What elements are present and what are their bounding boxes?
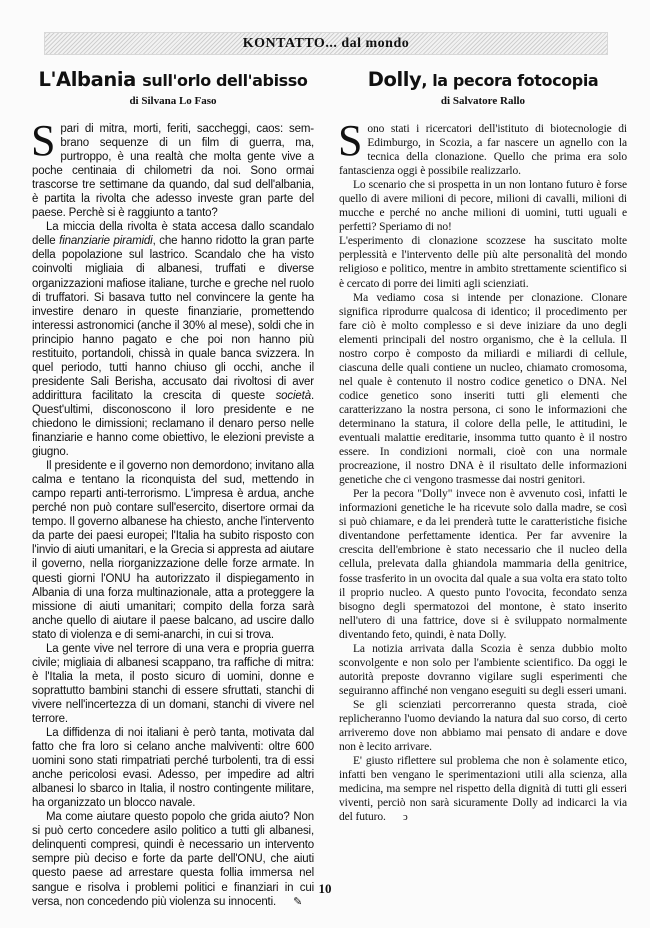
drop-cap: S	[338, 116, 363, 165]
paragraph: Se gli scienziati percorreranno questa strada, cioè replicheranno l'uomo deviando la natura dal suo corso, di certo arriveremo dove non abbiamo mai pensato di andare e dove non è lecito arrivare.	[339, 698, 627, 754]
pen-icon: ✎	[293, 895, 303, 908]
byline: di Silvana Lo Faso	[129, 95, 217, 107]
paragraph: Il presidente e il governo non demordono; invitano alla calma e tentano la riconquista del sud, mettendo in campo reparti anti-terrorismo. L'impresa è ardua, anche perché non può contare sull'esercito, disertore ormai da tempo. Il governo albanese ha chiesto, anche l'intervento da parte dei paesi europei; l'Italia ha subito risposto con l'invio di aiuti umanitari, e la Grecia si appresta ad aiutare il governo, nella riorganizzazione delle forze armate. In questi giorni l'ONU ha autorizzato il dispiegamento in Albania di una forza multinazionale, atta a proteggere la missione di aiuti umanitari; compito della forza sarà anche quello di aiutare il paese balcano, ad uscire dallo stato di violenza e di semi-anarchi, in cui si trova.	[32, 460, 314, 641]
article-albania	[32, 66, 314, 909]
title-part: , la pecora fotocopia	[421, 71, 599, 90]
paragraph: L'esperimento di clonazione scozzese ha suscitato molte perplessità e l'intervento delle più alte personalità del mondo religioso e politico, mentre in ambito strettamente scientifico si è cercato di porre dei limiti agli scienziati.	[339, 235, 627, 290]
emphasis-text: finanziarie piramidi	[59, 235, 153, 248]
emphasis-text: società	[275, 389, 311, 402]
page-number: 10	[318, 881, 332, 896]
paragraph: La diffidenza di noi italiani è però tanta, motivata dal fatto che fra loro si celano anche malviventi: oltre 600 uomini sono stati rimpatriati perché turbolenti, tra di essi anche pericolosi evasi. Adesso, per impedire ad altri albanesi lo sbarco in Italia, il nostro contingente militare, ha organizzato un blocco navale.	[32, 727, 314, 810]
article-title	[339, 68, 627, 93]
paragraph-text: pari di mitra, morti, feriti, saccheggi, caos: sem-brano sequenze di un film di guerra, ma, purtroppo, è una realtà che molta gente vive a poche centinaia di chilometri da noi. Sono ormai trascorse tre settimane da quando, dal sud dell'albania, è partita la rivolta che adesso investe gran parte del paese. Perchè si è raggiunto a tanto?	[32, 123, 314, 220]
title-part: L'Albania	[38, 68, 143, 91]
paragraph: La gente vive nel terrore di una vera e propria guerra civile; migliaia di albanesi scappano, tra raffiche di mitra: è l'Italia la meta, il posto sicuro di uomini, donne e soprattutto bambini stanchi di essere sfruttati, stanchi di vivere nell'incertezza di un domani, stanchi di vivere nel terrore.	[32, 642, 314, 725]
paragraph-text: Ma come aiutare questo popolo che grida aiuto? Non si può certo concedere asilo politico a tutti gli albanesi, delinquenti compresi, quindi è necessario un intervento sempre più deciso e forte da parte dell'ONU, che aiuti questo paese ad arrestare questa follia immersa nel sangue e risolva i problemi politici e finanziari in cui versa, non concedendo più violenza su innocenti.	[32, 811, 314, 908]
paragraph-text: , che hanno ridotto la gran parte della popolazione sul lastrico. Scandalo che ha visto coinvolti migliaia di albanesi, truffati e diverse organizzazioni mafiose italiane, turche e greche nel ruolo di truffatori. Si basava tutto nel convincere la gente ha investire denaro in queste finanziarie, promettendo interessi astronomici (anche il 30% al mese), soldi che in principio hanno pagato e che poi non hanno più restituito, portandoli, chissà in quale banca svizzera. In quel periodo, tutti hanno chiuso gli occhi, anche il presidente Sali Berisha, accusato dai rivoltosi di aver addirittura facilitato la crescita di queste	[32, 235, 315, 402]
paragraph-text: ono stati i ricercatori dell'istituto di biotecnologie di Edimburgo, in Scozia, a far nascere un agnello con la tecnica della clonazione. Quello che prima era solo fantascienza oggi è possibile realizzarlo.	[339, 123, 627, 178]
paragraph	[31, 116, 314, 220]
drop-cap: S	[31, 116, 56, 165]
paragraph	[339, 754, 627, 824]
byline: di Salvatore Rallo	[440, 95, 526, 107]
article-dolly	[339, 66, 627, 824]
paragraph: Ma vediamo cosa si intende per clonazione. Clonare significa riprodurre qualcosa di identico; il procedimento per fare ciò è molto complesso e si deve iniziare da uno degli elementi principali del nostro organismo, che è la cellula. Il nostro corpo è composto da miliardi e miliardi di cellule, ciascuna delle quali contiene un nucleo, chiamato cromosoma, nel quale è contenuto il nostro codice genetico o DNA. Nel codice genetico sono inseriti tutti gli elementi che caratterizzano la nostra persona, ci sono le informazioni che determinano la statura, il colore della pelle, le attitudini, le eventuali malattie ereditarie, insomma tutto quanto è il nostro essere. In condizioni normali, cioè con una normale procreazione, il nostro DNA è il risultato delle informazioni genetiche che ci vengono trasmesse dai nostri genitori.	[339, 291, 627, 487]
paragraph-text: E' giusto riflettere sul problema che non è solamente etico, infatti ben vengano le sperimentazioni utili alla scienza, alla medicina, ma sempre nel rispetto della dignità di tutti gli esseri viventi, perciò non sarà sicuramente Dolly ad indicarci la via del futuro.	[339, 755, 627, 824]
paragraph: Lo scenario che si prospetta in un non lontano futuro è forse quello di avere milioni di pecore, milioni di cavalli, milioni di mucche e perché no anche milioni di uomini, tutti uguali e perfetti? Speriamo di no!	[339, 179, 627, 234]
paragraph-text: La miccia della rivolta è stata accesa dallo scandalo delle	[32, 221, 314, 248]
paragraph	[338, 116, 627, 178]
paragraph: Per la pecora "Dolly" invece non è avvenuto così, infatti le informazioni genetiche le ha ricevute solo dalla madre, se così si può chiamare, e da lei prenderà tutte le caratteristiche fisiche diventandone perfettamente identica. Per far avvenire la crescita dell'embrione è stato necessario che il nucleo della cellula, prelevata dalla ghiandola mammaria della genitrice, fosse trasferito in un ovocita dal quale a sua volta era stato tolto il proprio nucleo. A questo punto l'ovocita, fecondato senza bisogno degli spermatozoi del montone, è stato inserito nell'utero di una fattrice, dove si è sviluppato normalmente diventando feto, quindi, è nata Dolly.	[339, 488, 627, 641]
paragraph-text: . Quest'ultimi, disconoscono il loro presidente e ne chiedono le dimissioni; reclamano il denaro perso nelle finanziarie e hanno come obiettivo, le elezioni previste a giugno.	[32, 389, 314, 459]
paragraph: La notizia arrivata dalla Scozia è senza dubbio molto sconvolgente e non solo per l'ambiente scientifico. Da oggi le autorità preposte dovranno vigilare sugli esperimenti che seguiranno affinché non vengano eseguiti su degli esseri umani.	[339, 642, 627, 697]
end-mark-icon: ↄ	[402, 811, 408, 824]
title-part: sull'orlo dell'abisso	[142, 71, 308, 90]
paragraph	[32, 220, 314, 459]
section-banner: KONTATTO... dal mondo	[44, 32, 608, 55]
article-title	[32, 68, 314, 93]
title-part: Dolly	[367, 68, 422, 91]
